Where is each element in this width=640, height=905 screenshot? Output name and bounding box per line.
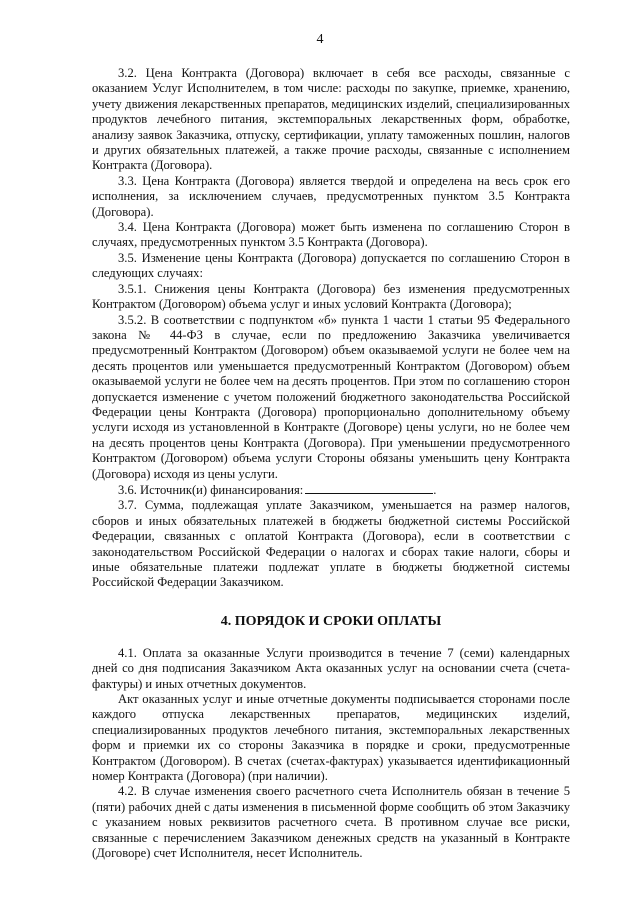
paragraph-3-5-1: 3.5.1. Снижения цены Контракта (Договора) без изменения предусмотренных Контрактом (Договором) объема услуг и иных условий Контракта (Договора); [92,281,570,312]
paragraph-3-6 [92,482,570,498]
funding-source-suffix: . [433,482,437,497]
paragraph-3-4: 3.4. Цена Контракта (Договора) может быть изменена по соглашению Сторон в случаях, предусмотренных пунктом 3.5 Контракта (Договора). [92,220,570,250]
section-title: 4. ПОРЯДОК И СРОКИ ОПЛАТЫ [220,613,442,629]
paragraph-acts: Акт оказанных услуг и иные отчетные документы подписывается сторонами после каждого отпуска лекарственных препаратов, медицинских изделий, специализированных продуктов лечебного питания, экстемпоральных лекарственных форм и приемки их со стороны Заказчика в порядке и сроки, предусмотренные Контрактом (Договором). В счетах (счетах-фактурах) указывается идентификационный номер Контракта (Договора) (при наличии). [92,692,570,784]
paragraph-3-5: 3.5. Изменение цены Контракта (Договора) допускается по соглашению Сторон в следующих случаях: [92,250,570,281]
paragraph-4-1: 4.1. Оплата за оказанные Услуги производится в течение 7 (семи) календарных дней со дня подписания Заказчиком Акта оказанных услуг на основании счета (счета-фактуры) и иных отчетных документов. [92,645,570,691]
funding-source-label: 3.6. Источник(и) финансирования: [118,482,304,497]
paragraph-4-2: 4.2. В случае изменения своего расчетного счета Исполнитель обязан в течение 5 (пяти) рабочих дней с даты изменения в письменной форме сообщить об этом Заказчику с указанием новых реквизитов расчетного счета. В противном случае все риски, связанные с перечислением Заказчиком денежных средств на указанный в Контракте (Договоре) счет Исполнителя, несет Исполнитель. [92,784,570,861]
paragraph-3-3: 3.3. Цена Контракта (Договора) является твердой и определена на весь срок его исполнения, за исключением случаев, предусмотренных пунктом 3.5 Контракта (Договора). [92,173,570,219]
paragraph-3-7: 3.7. Сумма, подлежащая уплате Заказчиком, уменьшается на размер налогов, сборов и иных обязательных платежей в бюджеты бюджетной системы Российской Федерации, связанных с оплатой Контракта (Договора), если в соответствии с законодательством Российской Федерации о налогах и сборах такие налоги, сборы и иные обязательные платежи подлежат уплате в бюджеты бюджетной системы Российской Федерации Заказчиком. [92,498,570,590]
funding-source-blank [305,482,433,494]
paragraph-3-5-2: 3.5.2. В соответствии с подпунктом «б» пункта 1 части 1 статьи 95 Федерального закона № 44-ФЗ в случае, если по предложению Заказчика увеличивается предусмотренный Контрактом (Договором) объем оказываемой услуги не более чем на десять процентов или уменьшается предусмотренный Контрактом (Договором) объем оказываемой услуги не более чем на десять процентов. При этом по соглашению сторон допускается изменение с учетом положений бюджетного законодательства Российской Федерации цены Контракта (Договора) пропорционально дополнительному объему услуги исходя из установленной в Контракте (Договоре) цены услуги, но не более чем на десять процентов цены Контракта (Договора). При уменьшении предусмотренного Контрактом (Договором) объема услуги Стороны обязаны уменьшить цену Контракта (Договора) исходя из цены услуги. [92,312,570,481]
document-body [92,66,570,862]
page-number: 4 [316,32,324,47]
paragraph-3-2: 3.2. Цена Контракта (Договора) включает в себя все расходы, связанные с оказанием Услуг Исполнителем, в том числе: расходы по закупке, приемке, хранению, учету движения лекарственных препаратов, медицинских изделий, специализированных продуктов лечебного питания, экстемпоральных лекарственных форм, обработке, анализу заявок Заказчика, отпуску, сертификации, уплату таможенных пошлин, налогов и других обязательных платежей, а также прочие расходы, связанные с исполнением Контракта (Договора). [92,66,570,173]
